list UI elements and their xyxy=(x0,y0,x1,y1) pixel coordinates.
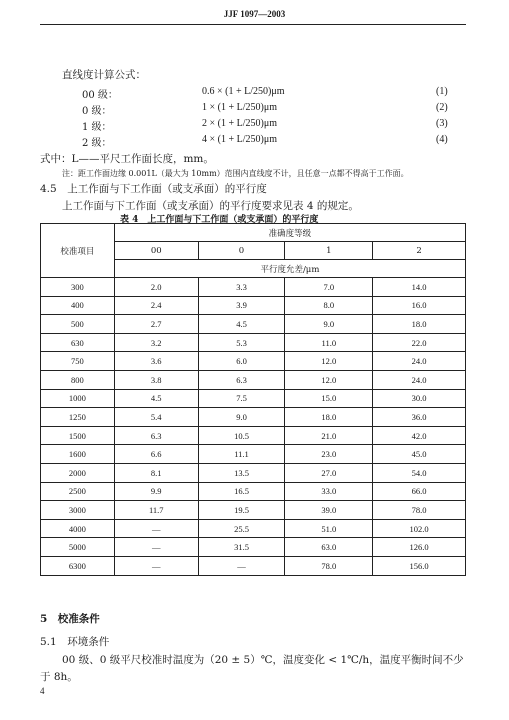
table-cell-length: 2500 xyxy=(41,482,115,501)
table-cell-value: 6.6 xyxy=(114,445,198,464)
table-row xyxy=(41,463,466,482)
table-cell-value: 30.0 xyxy=(373,389,466,408)
table-cell-value: — xyxy=(114,538,198,557)
table-row xyxy=(41,538,466,557)
table-row xyxy=(41,501,466,520)
table-cell-value: 8.0 xyxy=(285,296,373,315)
table-cell-value: 22.0 xyxy=(373,333,466,352)
table-cell-value: 54.0 xyxy=(373,463,466,482)
table-cell-value: 126.0 xyxy=(373,538,466,557)
table-row xyxy=(41,556,466,575)
table-row xyxy=(41,389,466,408)
section-4-5-heading: 4.5 上工作面与下工作面（或支承面）的平行度 xyxy=(40,183,267,195)
table-cell-value: 66.0 xyxy=(373,482,466,501)
table-cell-length: 500 xyxy=(41,315,115,334)
table-cell-value: 2.7 xyxy=(114,315,198,334)
table-row xyxy=(41,315,466,334)
table-cell-value: 3.3 xyxy=(198,278,285,297)
table-cell-length: 2000 xyxy=(41,463,115,482)
formula-grade: 0 级： xyxy=(82,106,112,117)
table-cell-value: 18.0 xyxy=(373,315,466,334)
table-row xyxy=(41,445,466,464)
table-cell-value: 2.0 xyxy=(114,278,198,297)
table-cell-value: 6.3 xyxy=(198,370,285,389)
table-cell-value: 36.0 xyxy=(373,408,466,427)
table-cell-value: 3.6 xyxy=(114,352,198,371)
table-cell-value: 19.5 xyxy=(198,501,285,520)
table-row xyxy=(41,408,466,427)
table-cell-value: — xyxy=(114,519,198,538)
table-cell-value: 11.1 xyxy=(198,445,285,464)
table-cell-value: 13.5 xyxy=(198,463,285,482)
formula-grade: 2 级： xyxy=(82,138,112,149)
document-code-header: JJF 1097—2003 xyxy=(223,9,286,19)
table-grade-header: 1 xyxy=(285,242,373,260)
table-cell-value: 16.5 xyxy=(198,482,285,501)
table-row xyxy=(41,296,466,315)
table-cell-value: 6.0 xyxy=(198,352,285,371)
table-cell-value: 51.0 xyxy=(285,519,373,538)
formula-where: 式中：L——平尺工作面长度，mm。 xyxy=(40,153,214,165)
table-cell-length: 1250 xyxy=(41,408,115,427)
table-cell-value: 4.5 xyxy=(114,389,198,408)
table-cell-value: 3.2 xyxy=(114,333,198,352)
table-cell-length: 4000 xyxy=(41,519,115,538)
table-cell-length: 300 xyxy=(41,278,115,297)
table-cell-value: 16.0 xyxy=(373,296,466,315)
table-cell-value: 2.4 xyxy=(114,296,198,315)
table-cell-value: 12.0 xyxy=(285,352,373,371)
table-cell-length: 5000 xyxy=(41,538,115,557)
table-cell-value: — xyxy=(114,556,198,575)
section-5-1-body-line1: 00 级、0 级平尺校准时温度为（20 ± 5）℃，温度变化 < 1℃/h，温度平衡时间不少 xyxy=(62,654,464,666)
formula-row-00 xyxy=(0,86,509,100)
table-cell-value: 21.0 xyxy=(285,426,373,445)
table-cell-value: 25.5 xyxy=(198,519,285,538)
table-cell-length: 630 xyxy=(41,333,115,352)
formula-number: (1) xyxy=(436,86,448,97)
table-row xyxy=(41,370,466,389)
table-row xyxy=(41,519,466,538)
section-5-heading: 5 校准条件 xyxy=(40,613,100,625)
table-cell-value: 14.0 xyxy=(373,278,466,297)
table-cell-value: 24.0 xyxy=(373,370,466,389)
formula-number: (2) xyxy=(436,102,448,113)
table-cell-value: 23.0 xyxy=(285,445,373,464)
table-cell-value: 156.0 xyxy=(373,556,466,575)
header-rule xyxy=(40,24,466,25)
note: 注：距工作面边缘 0.001L（最大为 10mm）范围内直线度不计，且任意一点都不得高于工作面。 xyxy=(62,169,409,178)
table-cell-value: 24.0 xyxy=(373,352,466,371)
table-cell-length: 750 xyxy=(41,352,115,371)
table-cell-length: 800 xyxy=(41,370,115,389)
formula-grade: 1 级： xyxy=(82,122,112,133)
table-row xyxy=(41,426,466,445)
table-cell-value: 33.0 xyxy=(285,482,373,501)
table-row xyxy=(41,333,466,352)
table-cell-length: 3000 xyxy=(41,501,115,520)
table-cell-value: 3.9 xyxy=(198,296,285,315)
table-corner-header: 校准项目 xyxy=(41,224,115,278)
table-cell-value: 39.0 xyxy=(285,501,373,520)
table-cell-value: 3.8 xyxy=(114,370,198,389)
table-body xyxy=(41,278,466,576)
table-4 xyxy=(40,223,466,576)
table-cell-value: 5.4 xyxy=(114,408,198,427)
table-cell-value: 7.0 xyxy=(285,278,373,297)
table-cell-value: 63.0 xyxy=(285,538,373,557)
table-row xyxy=(41,278,466,297)
formula-expression: 2 × (1 + L/250)μm xyxy=(202,118,277,129)
table-cell-value: 18.0 xyxy=(285,408,373,427)
table-cell-length: 1000 xyxy=(41,389,115,408)
table-cell-value: 11.0 xyxy=(285,333,373,352)
table-cell-value: 42.0 xyxy=(373,426,466,445)
formula-row-0 xyxy=(0,102,509,116)
formula-grade: 00 级： xyxy=(82,90,118,101)
page-number: 4 xyxy=(40,686,45,696)
table-cell-value: 45.0 xyxy=(373,445,466,464)
table-4-title: 表 4 上工作面与下工作面（或支承面）的平行度 xyxy=(120,215,319,225)
table-cell-value: 27.0 xyxy=(285,463,373,482)
table-group-header: 准确度等级 xyxy=(114,224,465,242)
table-cell-value: 12.0 xyxy=(285,370,373,389)
table-cell-value: 31.5 xyxy=(198,538,285,557)
table-cell-length: 1500 xyxy=(41,426,115,445)
section-5-1-body-line2: 于 8h。 xyxy=(40,671,78,683)
table-cell-length: 1600 xyxy=(41,445,115,464)
table-cell-value: 15.0 xyxy=(285,389,373,408)
table-cell-value: 10.5 xyxy=(198,426,285,445)
table-cell-value: 9.0 xyxy=(285,315,373,334)
table-cell-value: 7.5 xyxy=(198,389,285,408)
table-cell-length: 6300 xyxy=(41,556,115,575)
table-cell-value: 5.3 xyxy=(198,333,285,352)
table-cell-value: 8.1 xyxy=(114,463,198,482)
formula-expression: 4 × (1 + L/250)μm xyxy=(202,134,277,145)
formula-row-1 xyxy=(0,118,509,132)
table-grade-header: 2 xyxy=(373,242,466,260)
table-grade-header: 0 xyxy=(198,242,285,260)
formula-expression: 0.6 × (1 + L/250)μm xyxy=(202,86,285,97)
table-unit-header: 平行度允差/μm xyxy=(114,260,465,278)
table-cell-value: 9.9 xyxy=(114,482,198,501)
table-cell-value: 6.3 xyxy=(114,426,198,445)
table-cell-value: 11.7 xyxy=(114,501,198,520)
table-cell-value: 9.0 xyxy=(198,408,285,427)
formula-number: (3) xyxy=(436,118,448,129)
table-cell-value: 102.0 xyxy=(373,519,466,538)
table-grade-header: 00 xyxy=(114,242,198,260)
table-row xyxy=(41,482,466,501)
formula-expression: 1 × (1 + L/250)μm xyxy=(202,102,277,113)
section-4-5-body: 上工作面与下工作面（或支承面）的平行度要求见表 4 的规定。 xyxy=(62,200,359,212)
formula-intro: 直线度计算公式： xyxy=(62,69,146,81)
section-5-1-heading: 5.1 环境条件 xyxy=(40,636,110,648)
table-cell-value: 78.0 xyxy=(285,556,373,575)
formula-row-2 xyxy=(0,134,509,148)
table-cell-length: 400 xyxy=(41,296,115,315)
table-row xyxy=(41,352,466,371)
table-cell-value: 4.5 xyxy=(198,315,285,334)
table-cell-value: — xyxy=(198,556,285,575)
table-cell-value: 78.0 xyxy=(373,501,466,520)
formula-number: (4) xyxy=(436,134,448,145)
